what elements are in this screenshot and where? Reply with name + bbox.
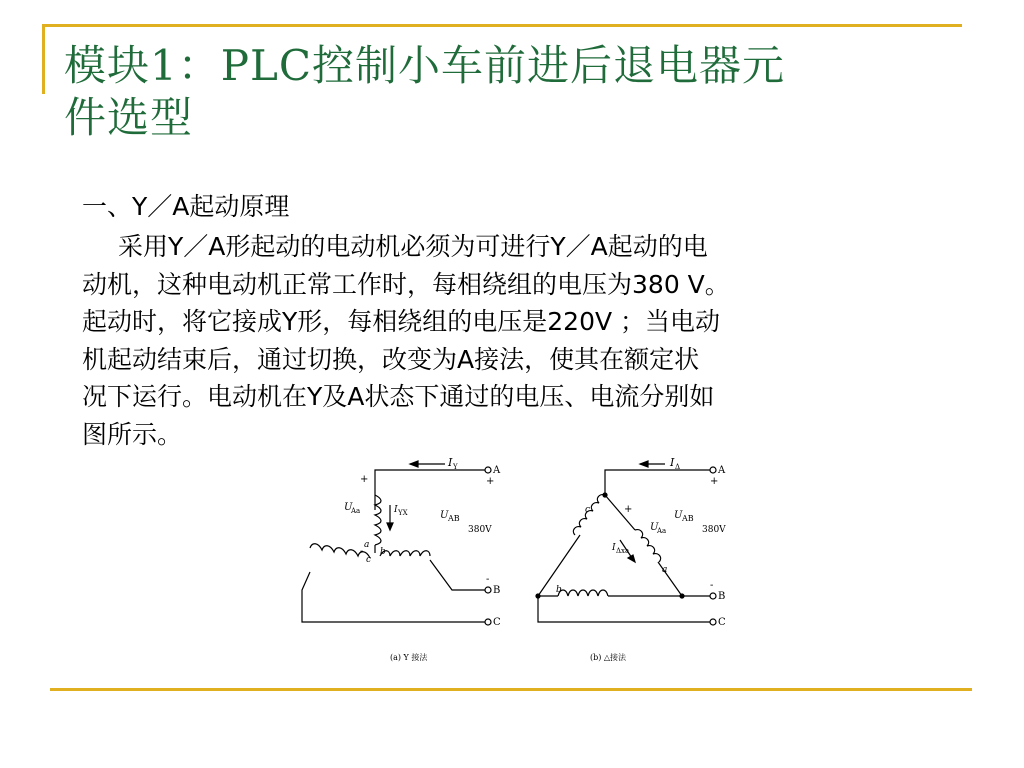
star-node-b: b bbox=[380, 547, 386, 557]
delta-diagram bbox=[536, 456, 726, 662]
star-node-c: c bbox=[366, 555, 372, 565]
delta-line-voltage-sub: AB bbox=[682, 514, 694, 523]
delta-node-b: b bbox=[556, 585, 562, 595]
delta-terminal-b-label: B bbox=[718, 591, 726, 602]
delta-phase-voltage-label: U bbox=[650, 522, 659, 533]
paragraph-line: 起动时，将它接成Y形，每相绕组的电压是220V ；当电动 bbox=[82, 307, 721, 336]
delta-node-a: a bbox=[662, 565, 668, 575]
star-current-sub: Y bbox=[453, 463, 458, 471]
paragraph-line: 采用Y／A形起动的电动机必须为可进行Y／A起动的电 bbox=[118, 232, 708, 261]
star-minus-b: - bbox=[486, 574, 490, 585]
delta-current-arrowhead bbox=[640, 461, 648, 467]
star-phase-voltage-sub: Aa bbox=[351, 507, 361, 515]
delta-plus-right: + bbox=[710, 476, 719, 487]
delta-voltage-value: 380V bbox=[702, 525, 726, 535]
slide-title bbox=[64, 40, 964, 144]
delta-node-left bbox=[536, 594, 540, 598]
star-coil-a bbox=[375, 495, 381, 545]
star-terminal-c-label: C bbox=[493, 617, 501, 628]
delta-node-top bbox=[603, 493, 607, 497]
delta-coil-b bbox=[558, 590, 608, 596]
star-terminal-b bbox=[485, 587, 491, 593]
star-wire-a bbox=[375, 470, 485, 510]
star-node-a: a bbox=[364, 540, 370, 550]
star-line-voltage-sub: AB bbox=[448, 514, 460, 523]
delta-wire-c bbox=[538, 596, 710, 622]
delta-terminal-a-label: A bbox=[718, 465, 726, 476]
star-wire-c bbox=[302, 572, 485, 622]
star-terminal-a bbox=[485, 467, 491, 473]
section-heading: 一、Y／A起动原理 bbox=[82, 192, 290, 221]
paragraph-line: 动机，这种电动机正常工作时，每相绕组的电压为380 V。 bbox=[82, 269, 730, 299]
star-caption: (a) Y 接法 bbox=[390, 653, 428, 662]
delta-current-sub: Δ bbox=[675, 463, 681, 471]
star-phase-voltage-label: U bbox=[344, 502, 353, 513]
bottom-rule bbox=[50, 688, 972, 691]
delta-plus-mid: + bbox=[624, 504, 633, 515]
title-line-1: 模块1：PLC控制小车前进后退电器元 bbox=[64, 41, 786, 90]
star-plus-top: + bbox=[360, 474, 369, 485]
star-wire-b bbox=[430, 560, 485, 590]
star-plus-right: + bbox=[486, 476, 495, 487]
delta-wire-a bbox=[605, 470, 710, 495]
delta-phase-voltage-sub: Aa bbox=[657, 527, 667, 535]
star-coil-b bbox=[380, 551, 430, 556]
star-voltage-value: 380V bbox=[468, 525, 492, 535]
star-current-arrowhead bbox=[410, 461, 418, 467]
circuit-figure bbox=[290, 450, 740, 680]
paragraph-line: 图所示。 bbox=[82, 419, 183, 449]
star-diagram bbox=[302, 456, 501, 662]
star-terminal-c bbox=[485, 619, 491, 625]
delta-line-voltage-label: U bbox=[674, 510, 683, 521]
top-rule bbox=[42, 24, 962, 27]
star-phase-current-label: I bbox=[394, 505, 398, 515]
delta-phase-current-label: I bbox=[612, 543, 616, 553]
delta-node-right bbox=[680, 594, 684, 598]
delta-terminal-a bbox=[710, 467, 716, 473]
star-line-voltage-label: U bbox=[440, 510, 449, 521]
title-line-2: 件选型 bbox=[64, 93, 194, 142]
star-terminal-b-label: B bbox=[493, 585, 501, 596]
delta-node-c: c bbox=[585, 505, 591, 515]
left-rule bbox=[42, 24, 45, 94]
star-phase-arrowhead bbox=[387, 523, 393, 530]
delta-caption: (b) △接法 bbox=[590, 653, 627, 662]
star-current-label: I bbox=[448, 456, 453, 469]
delta-phase-arrowhead bbox=[628, 555, 635, 562]
star-phase-current-sub: YX bbox=[398, 509, 408, 517]
delta-terminal-c bbox=[710, 619, 716, 625]
delta-current-label: I bbox=[670, 456, 675, 469]
delta-terminal-b bbox=[710, 593, 716, 599]
star-minus: - bbox=[360, 546, 364, 557]
paragraph-line: 况下运行。电动机在Y及A状态下通过的电压、电流分别如 bbox=[82, 382, 715, 411]
circuit-diagram bbox=[290, 450, 740, 680]
body-paragraph bbox=[82, 228, 952, 453]
paragraph-line: 机起动结束后，通过切换，改变为A接法，使其在额定状 bbox=[82, 344, 700, 374]
delta-minus-b: - bbox=[710, 580, 714, 591]
delta-terminal-c-label: C bbox=[718, 617, 726, 628]
star-terminal-a-label: A bbox=[493, 465, 501, 476]
delta-phase-current-sub: Δxa bbox=[616, 547, 630, 555]
